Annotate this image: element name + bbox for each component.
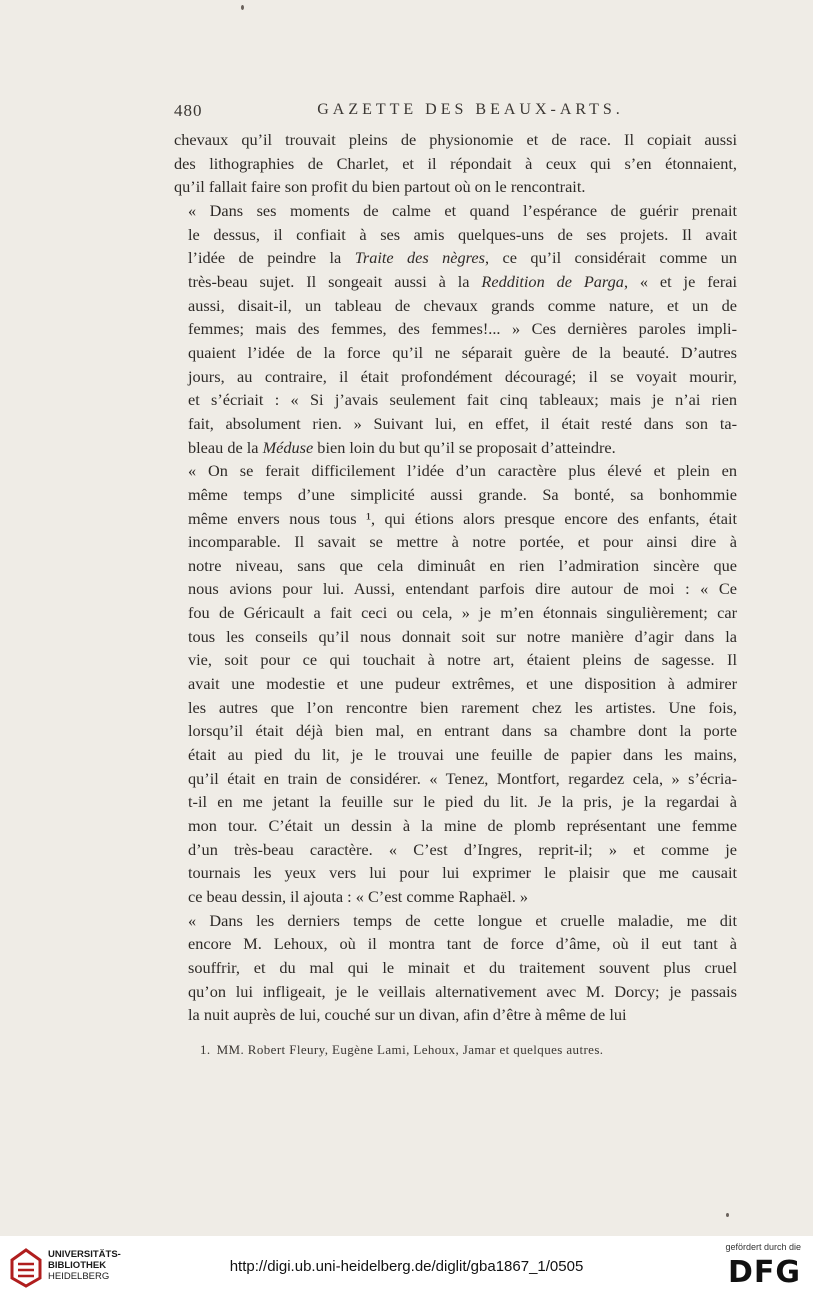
dfg-logo: DFG bbox=[727, 1255, 801, 1290]
text-line: bleau de la Méduse bien loin du but qu’il se proposait d’atteindre. bbox=[188, 437, 616, 457]
text-line: aussi, disait-il, un tableau de chevaux grands comme nature, et un de bbox=[188, 295, 737, 315]
university-name-line2: BIBLIOTHEK bbox=[48, 1260, 107, 1271]
running-head bbox=[174, 101, 737, 125]
text-line: quaient l’idée de la force qu’il ne séparait guère de la beauté. D’autres bbox=[188, 342, 737, 362]
text-line: était au pied du lit, je le trouvai une feuille de papier dans les mains, bbox=[188, 745, 737, 765]
paragraph bbox=[174, 459, 737, 908]
text-line: « Dans les derniers temps de cette longue et cruelle maladie, me dit bbox=[188, 910, 737, 930]
running-title: GAZETTE DES BEAUX-ARTS. bbox=[317, 101, 624, 118]
text-line: femmes; mais des femmes, des femmes!... » Ces dernières paroles impli- bbox=[188, 319, 737, 339]
paragraph bbox=[174, 909, 737, 1027]
ink-speck bbox=[241, 5, 244, 10]
text-line: ce beau dessin, il ajouta : « C’est comme Raphaël. » bbox=[188, 887, 528, 906]
text-line: qu’on lui infligeait, je le veillais alternativement avec M. Dorcy; je passais bbox=[188, 981, 737, 1001]
text-line: « On se ferait difficilement l’idée d’un caractère plus élevé et plein en bbox=[188, 461, 737, 481]
text-line: l’idée de peindre la Traite des nègres, ce qu’il considérait comme un bbox=[188, 248, 737, 268]
university-name-line3: HEIDELBERG bbox=[48, 1271, 110, 1282]
paragraph bbox=[174, 128, 737, 199]
permalink-url[interactable]: http://digi.ub.uni-heidelberg.de/diglit/gba1867_1/0505 bbox=[229, 1258, 584, 1275]
text-line: la nuit auprès de lui, couché sur un divan, afin d’être à même de lui bbox=[188, 1005, 627, 1025]
footnote-text: MM. Robert Fleury, Eugène Lami, Lehoux, Jamar et quelques autres. bbox=[216, 1042, 604, 1057]
page-number: 480 bbox=[174, 101, 203, 120]
text-line: très-beau sujet. Il songeait aussi à la Reddition de Parga, « et je ferai bbox=[188, 271, 738, 291]
text-line: jours, au contraire, il était profondément découragé; il se voyait mourir, bbox=[188, 366, 737, 386]
text-line: le dessus, il confiait à ses amis quelques-uns de ses projets. Il avait bbox=[188, 224, 737, 244]
text-line: nous avions pour lui. Aussi, entendant parfois dire autour de moi : « Ce bbox=[188, 579, 737, 599]
text-line: notre niveau, sans que cela diminuât en rien l’admiration sincère que bbox=[188, 555, 737, 575]
text-line: mon tour. C’était un dessin à la mine de plomb représentant une femme bbox=[188, 816, 737, 836]
text-line: même envers nous tous ¹, qui étions alors presque encore des enfants, était bbox=[188, 508, 737, 528]
paragraph bbox=[174, 199, 737, 459]
text-line: chevaux qu’il trouvait pleins de physionomie et de race. Il copiait aussi bbox=[174, 130, 737, 149]
viewer-footer bbox=[0, 1236, 813, 1296]
text-line: les autres que l’on rencontre bien rarement chez les artistes. Une fois, bbox=[188, 697, 737, 717]
text-line: incomparable. Il savait se mettre à notre portée, et pour ainsi dire à bbox=[188, 532, 737, 552]
text-line: et s’écriait : « Si j’avais seulement fait cinq tableaux; mais je n’ai rien bbox=[188, 390, 737, 410]
footnote-mark: 1. bbox=[200, 1042, 211, 1057]
footnote bbox=[200, 1042, 740, 1058]
body-text bbox=[174, 128, 737, 1027]
text-line: avait une modestie et une pudeur extrêmes, et une disposition à admirer bbox=[188, 674, 737, 694]
text-line: encore M. Lehoux, où il montra tant de force d’âme, où il eut tant à bbox=[188, 934, 737, 954]
text-line: des lithographies de Charlet, et il répondait à ceux qui s’en étonnaient, bbox=[174, 153, 737, 173]
text-line: qu’il fallait faire son profit du bien partout où on le rencontrait. bbox=[174, 177, 586, 197]
text-line: souffrir, et du mal qui le minait et du traitement souvent plus cruel bbox=[188, 957, 737, 977]
text-line: vie, soit pour ce qui touchait à notre art, étaient pleins de sagesse. Il bbox=[188, 650, 737, 670]
text-line: qu’il était en train de considérer. « Tenez, Montfort, regardez cela, » s’écria- bbox=[188, 768, 737, 788]
text-line: d’un très-beau caractère. « C’est d’Ingres, reprit-il; » et comme je bbox=[188, 839, 737, 859]
ink-speck bbox=[726, 1213, 729, 1217]
text-line: tournais les yeux vers lui pour lui exprimer le plaisir que me causait bbox=[188, 863, 737, 883]
text-line: fait, absolument rien. » Suivant lui, en effet, il était resté dans son ta- bbox=[188, 413, 737, 433]
text-line: fou de Géricault a fait ceci ou cela, » je m’en étonnais singulièrement; car bbox=[188, 603, 737, 623]
text-line: tous les conseils qu’il nous donnait soit sur notre manière d’agir dans la bbox=[188, 626, 737, 646]
university-name-line1: UNIVERSITÄTS- bbox=[48, 1249, 121, 1260]
text-line: même temps d’une simplicité aussi grande. Sa bonté, sa bonhommie bbox=[188, 484, 737, 504]
text-line: t-il en me jetant la feuille sur le pied du lit. Je la pris, je la regardai à bbox=[188, 792, 737, 812]
text-line: « Dans ses moments de calme et quand l’espérance de guérir prenait bbox=[188, 200, 737, 220]
funder-caption: gefördert durch die bbox=[725, 1242, 801, 1252]
text-line: lorsqu’il était déjà bien mal, en entrant dans sa chambre dont la porte bbox=[188, 721, 737, 741]
